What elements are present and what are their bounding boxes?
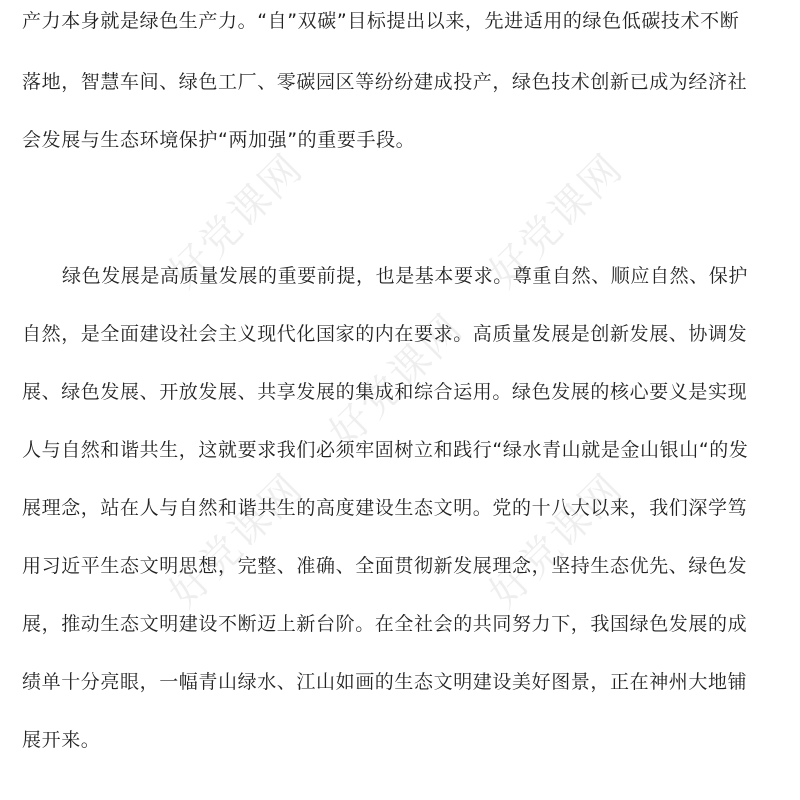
paragraph-line: 绿色发展是高质量发展的重要前提，也是基本要求。尊重自然、顺应自然、保护 — [62, 265, 749, 287]
paragraph-line: 人与自然和谐共生，这就要求我们必须牢固树立和践行“绿水青山就是金山银山“的发 — [22, 439, 749, 461]
paragraph-line: 会发展与生态环境保护“两加强”的重要手段。 — [22, 129, 416, 151]
watermark-text: 好党课网 — [160, 145, 313, 297]
paragraph-line: 用习近平生态文明思想，完整、准确、全面贯彻新发展理念，坚持生态优先、绿色发 — [22, 555, 748, 577]
paragraph-line: 绩单十分亮眼，一幅青山绿水、江山如画的生态文明建设美好图景，正在神州大地铺 — [22, 671, 748, 693]
watermark-text: 好党课网 — [320, 305, 473, 457]
paragraph-line: 自然，是全面建设社会主义现代化国家的内在要求。高质量发展是创新发展、协调发 — [22, 323, 748, 345]
paragraph-line: 产力本身就是绿色生产力。“自”双碳”目标提出以来，先进适用的绿色低碳技术不断 — [22, 10, 740, 32]
paragraph-line: 落地，智慧车间、绿色工厂、零碳园区等纷纷建成投产，绿色技术创新已成为经济社 — [22, 71, 748, 93]
watermark-text: 好党课网 — [480, 465, 633, 617]
paragraph-line: 展、绿色发展、开放发展、共享发展的集成和综合运用。绿色发展的核心要义是实现 — [22, 381, 748, 403]
paragraph-line: 展开来。 — [22, 729, 101, 751]
watermark-text: 好党课网 — [160, 465, 313, 617]
paragraph-line: 展，推动生态文明建设不断迈上新台阶。在全社会的共同努力下，我国绿色发展的成 — [22, 613, 748, 635]
watermark-text: 好党课网 — [480, 145, 633, 297]
paragraph-line: 展理念，站在人与自然和谐共生的高度建设生态文明。党的十八大以来，我们深学笃 — [22, 497, 748, 519]
